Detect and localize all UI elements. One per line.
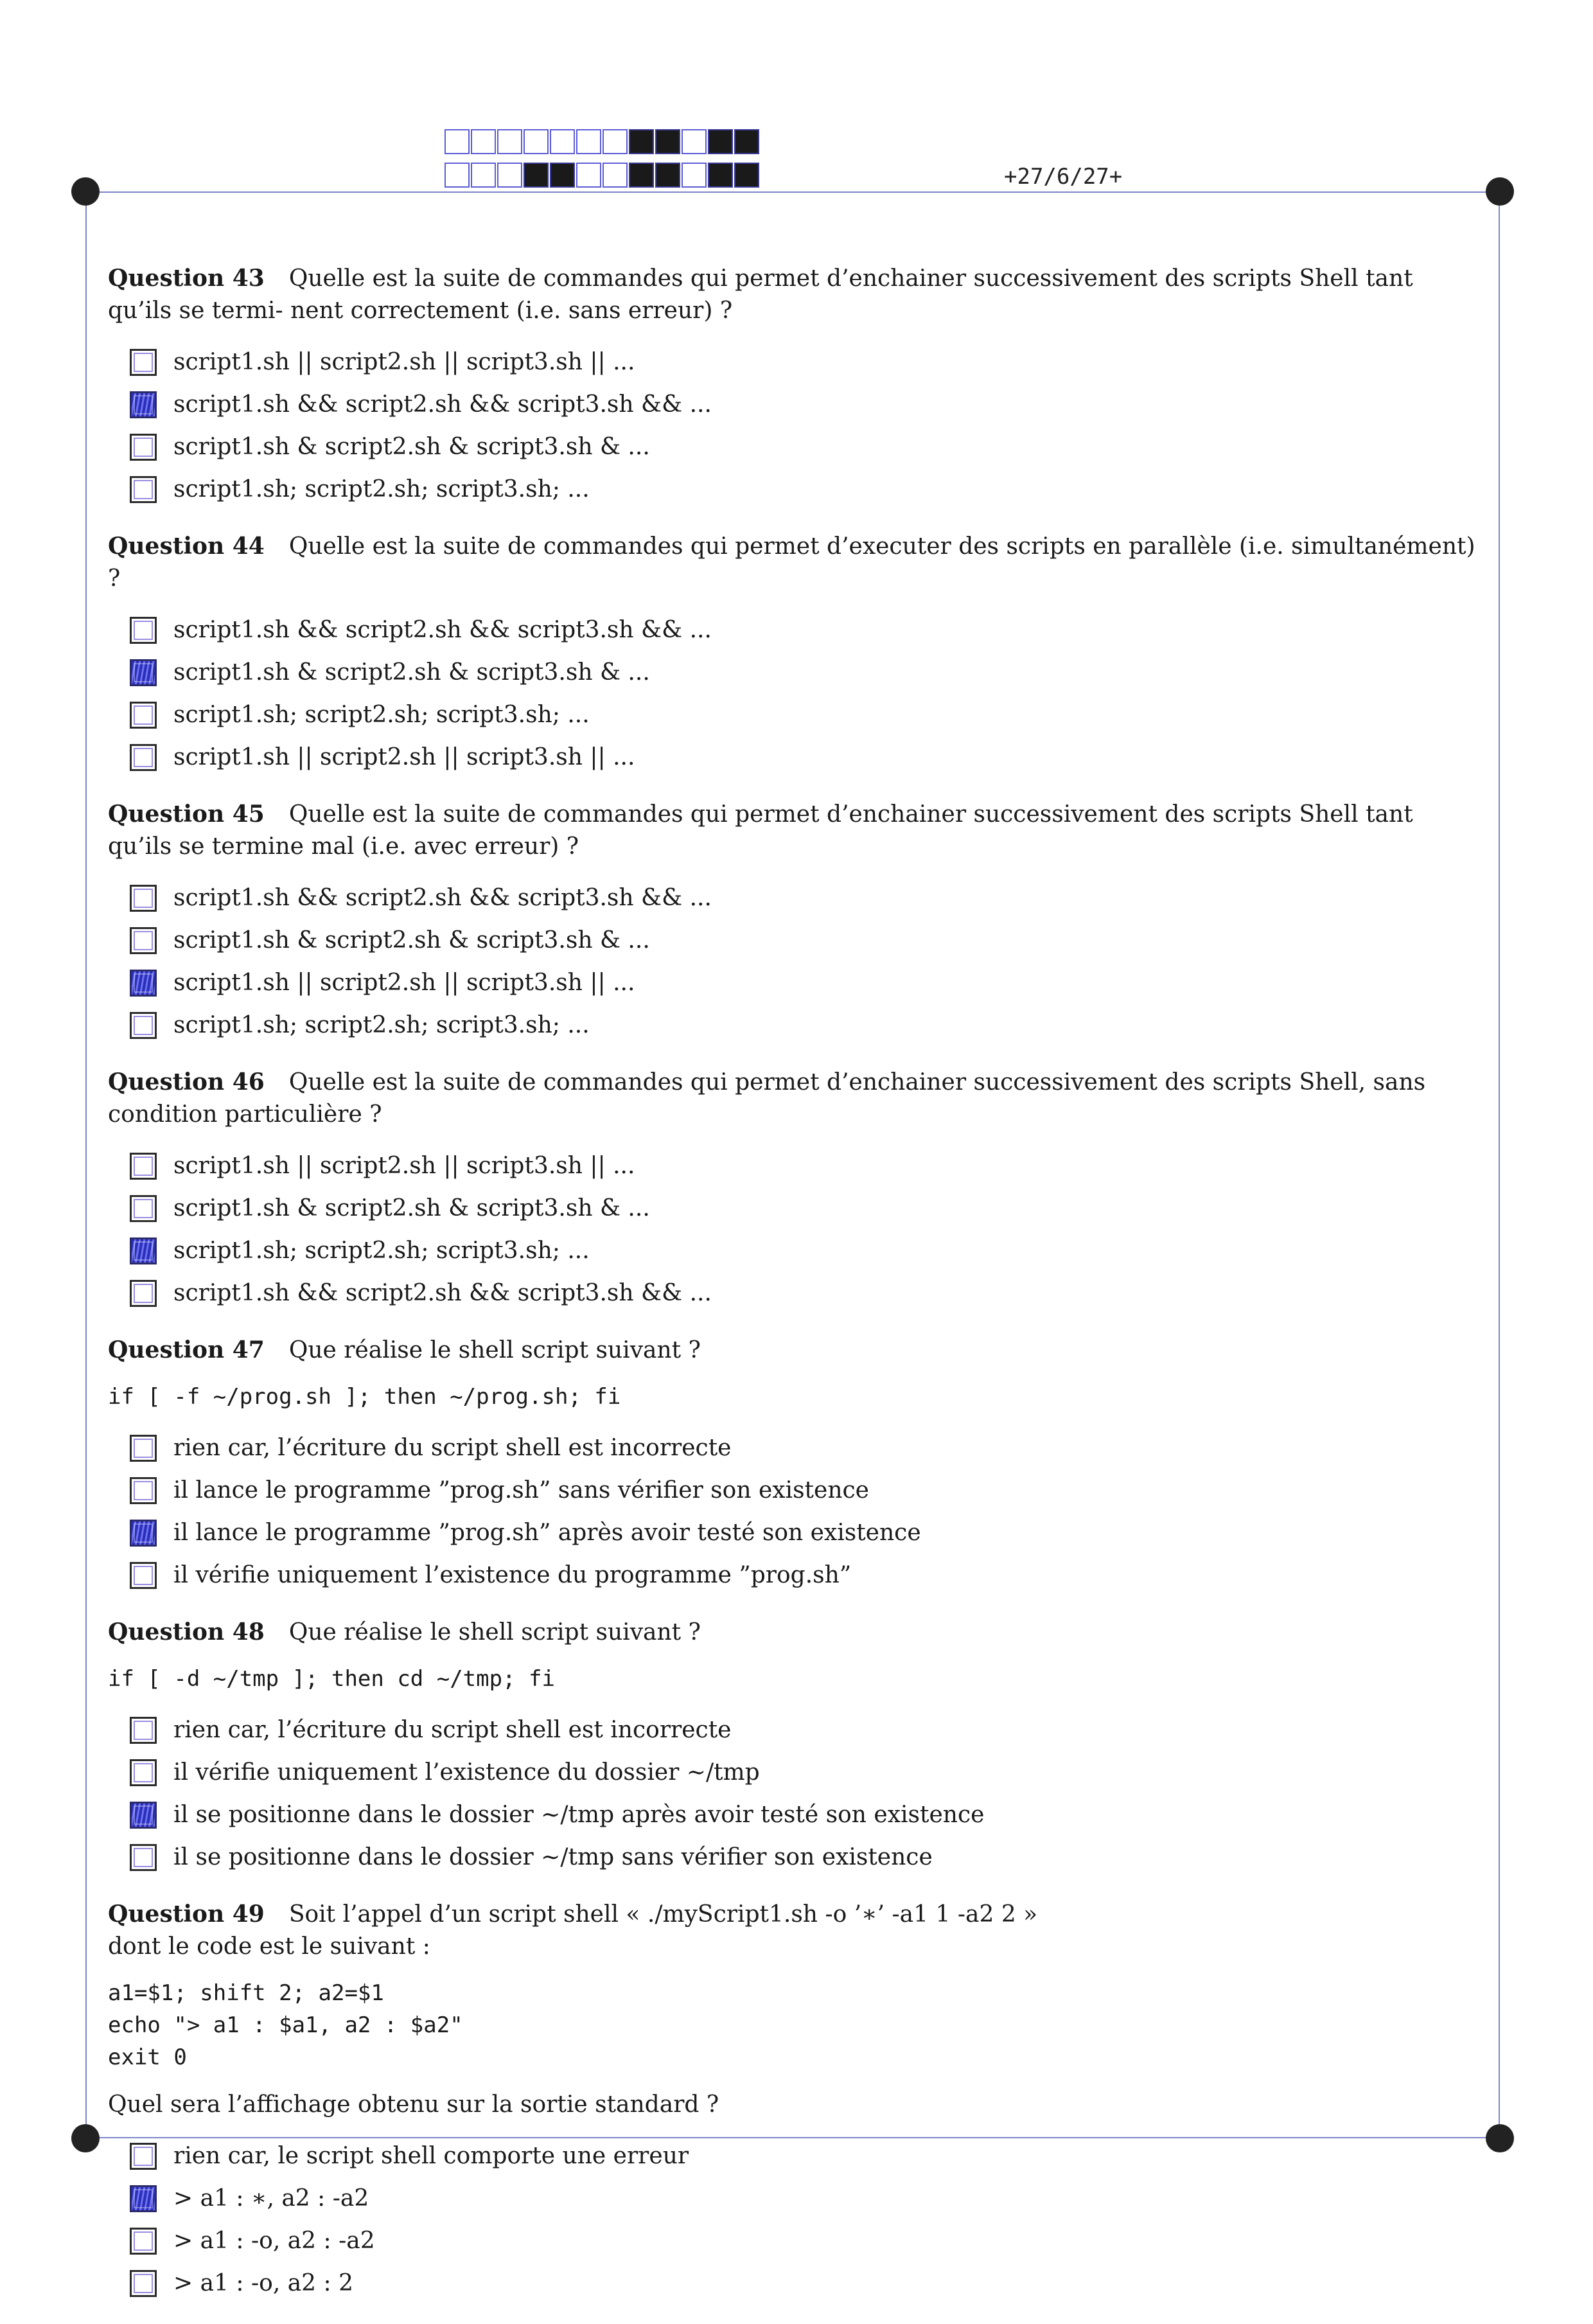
checkbox-icon[interactable] <box>130 970 157 997</box>
answer-option[interactable] <box>130 883 823 913</box>
id-grid-cell <box>682 163 707 188</box>
option-label: script1.sh || script2.sh || script3.sh || ... <box>173 970 635 996</box>
checkbox-icon[interactable] <box>130 927 157 954</box>
question-text: Quelle est la suite de commandes qui permet d’executer des scripts en parallèle (i.e. simultanément) ? <box>108 533 1475 592</box>
option-label: il se positionne dans le dossier ∼/tmp sans vérifier son existence <box>173 1844 933 1870</box>
student-id-grid <box>444 129 761 196</box>
answer-option[interactable] <box>130 2226 1476 2256</box>
answer-option[interactable] <box>130 1476 1476 1505</box>
option-label: script1.sh && script2.sh && script3.sh && ... <box>173 885 712 911</box>
option-label: il se positionne dans le dossier ∼/tmp après avoir testé son existence <box>173 1802 985 1828</box>
id-grid-cell <box>524 129 549 154</box>
code-snippet: if [ -f ~/prog.sh ]; then ~/prog.sh; fi <box>108 1384 621 1410</box>
option-label: script1.sh; script2.sh; script3.sh; ... <box>173 1012 590 1038</box>
id-grid-cell <box>576 129 601 154</box>
question-44 <box>108 530 1476 772</box>
answer-option[interactable] <box>130 2142 1476 2171</box>
question-label: Question 43 <box>108 265 265 292</box>
question-43 <box>108 262 1476 504</box>
question-45 <box>108 798 1476 1040</box>
question-text: Que réalise le shell script suivant ? <box>288 1337 701 1363</box>
option-label: rien car, l’écriture du script shell est incorrecte <box>173 1717 732 1743</box>
option-label: script1.sh || script2.sh || script3.sh || ... <box>173 1153 635 1179</box>
question-prompt: Quel sera l’affichage obtenu sur la sortie standard ? <box>108 2091 719 2118</box>
answer-option[interactable] <box>130 616 823 645</box>
answer-option[interactable] <box>130 658 823 687</box>
option-label: script1.sh; script2.sh; script3.sh; ... <box>173 702 590 728</box>
answer-options <box>130 2142 1476 2298</box>
answer-option[interactable] <box>130 1433 1476 1463</box>
question-49 <box>108 1898 1476 2298</box>
id-grid-cell <box>497 129 522 154</box>
checkbox-icon[interactable] <box>130 1844 157 1871</box>
answer-option[interactable] <box>130 1758 1476 1787</box>
answer-option[interactable] <box>130 432 823 462</box>
answer-options <box>130 348 1476 504</box>
id-grid-cell <box>524 163 549 188</box>
checkbox-icon[interactable] <box>130 349 157 376</box>
answer-option[interactable] <box>130 1716 1476 1745</box>
id-grid-cell <box>682 129 707 154</box>
checkbox-icon[interactable] <box>130 434 157 461</box>
question-46 <box>108 1066 1476 1308</box>
option-label: script1.sh || script2.sh || script3.sh || ... <box>173 744 635 770</box>
option-label: script1.sh && script2.sh && script3.sh && ... <box>173 1280 712 1306</box>
id-grid-row <box>444 163 761 189</box>
id-grid-cell <box>550 163 575 188</box>
checkbox-icon[interactable] <box>130 1562 157 1589</box>
checkbox-icon[interactable] <box>130 2228 157 2255</box>
checkbox-icon[interactable] <box>130 885 157 912</box>
id-grid-cell <box>734 129 759 154</box>
option-label: il lance le programme ”prog.sh” sans vérifier son existence <box>173 1477 869 1504</box>
question-text-continued: dont le code est le suivant : <box>108 1933 430 1960</box>
answer-option[interactable] <box>130 926 823 955</box>
option-label: script1.sh || script2.sh || script3.sh || ... <box>173 349 635 375</box>
question-text: Soit l’appel d’un script shell « ./myScript1.sh -o ’∗’ -a1 1 -a2 2 » <box>288 1901 1038 1928</box>
option-label: > a1 : -o, a2 : -a2 <box>173 2228 375 2254</box>
question-text: Que réalise le shell script suivant ? <box>288 1619 701 1645</box>
answer-option[interactable] <box>130 1279 823 1308</box>
id-grid-cell <box>603 163 628 188</box>
answer-option[interactable] <box>130 2184 1476 2213</box>
checkbox-icon[interactable] <box>130 1012 157 1039</box>
option-label: script1.sh && script2.sh && script3.sh && ... <box>173 391 712 418</box>
question-text: Quelle est la suite de commandes qui permet d’enchainer successivement des scripts Shell tant qu’ils se termi- nent correctement (i.e. sans erreur) ? <box>108 265 1413 324</box>
checkbox-icon[interactable] <box>130 1717 157 1744</box>
question-label: Question 49 <box>108 1901 265 1928</box>
id-grid-cell <box>629 163 654 188</box>
code-snippet: if [ -d ~/tmp ]; then cd ~/tmp; fi <box>108 1666 555 1692</box>
answer-option[interactable] <box>130 1800 1476 1830</box>
checkbox-icon[interactable] <box>130 391 157 418</box>
id-grid-cell <box>444 163 470 188</box>
answer-option[interactable] <box>130 475 823 504</box>
answer-options <box>130 1151 1476 1308</box>
id-grid-cell <box>576 163 601 188</box>
answer-options <box>130 883 1476 1040</box>
questions-area <box>108 262 1476 2324</box>
answer-option[interactable] <box>130 348 823 377</box>
corner-mark-bottom-left <box>71 2124 100 2152</box>
answer-option[interactable] <box>130 2269 1476 2298</box>
checkbox-icon[interactable] <box>130 1153 157 1180</box>
answer-option[interactable] <box>130 1236 823 1266</box>
answer-option[interactable] <box>130 1518 1476 1548</box>
checkbox-icon[interactable] <box>130 1237 157 1264</box>
checkbox-icon[interactable] <box>130 1195 157 1222</box>
checkbox-icon[interactable] <box>130 1280 157 1307</box>
answer-option[interactable] <box>130 1843 1476 1872</box>
option-label: il vérifie uniquement l’existence du dossier ∼/tmp <box>173 1759 760 1786</box>
checkbox-icon[interactable] <box>130 1435 157 1462</box>
checkbox-icon[interactable] <box>130 2185 157 2212</box>
option-label: il vérifie uniquement l’existence du programme ”prog.sh” <box>173 1562 852 1588</box>
question-label: Question 48 <box>108 1619 265 1645</box>
id-grid-cell <box>708 129 733 154</box>
checkbox-icon[interactable] <box>130 476 157 503</box>
id-grid-cell <box>734 163 759 188</box>
checkbox-icon[interactable] <box>130 744 157 771</box>
option-label: rien car, l’écriture du script shell est incorrecte <box>173 1435 732 1461</box>
id-grid-cell <box>655 163 680 188</box>
id-grid-cell <box>471 163 496 188</box>
checkbox-icon[interactable] <box>130 617 157 644</box>
id-grid-cell <box>444 129 470 154</box>
page-id: +27/6/27+ <box>1004 164 1123 190</box>
answer-options <box>130 1433 1476 1590</box>
checkbox-icon[interactable] <box>130 1520 157 1547</box>
answer-option[interactable] <box>130 1561 1476 1590</box>
id-grid-cell <box>550 129 575 154</box>
answer-option[interactable] <box>130 968 823 998</box>
option-label: script1.sh; script2.sh; script3.sh; ... <box>173 1237 590 1264</box>
option-label: script1.sh & script2.sh & script3.sh & ... <box>173 927 650 954</box>
checkbox-icon[interactable] <box>130 659 157 686</box>
answer-options <box>130 616 1476 772</box>
checkbox-icon[interactable] <box>130 1759 157 1786</box>
option-label: il lance le programme ”prog.sh” après avoir testé son existence <box>173 1520 921 1546</box>
option-label: rien car, le script shell comporte une erreur <box>173 2143 689 2169</box>
answer-option[interactable] <box>130 743 823 772</box>
id-grid-cell <box>708 163 733 188</box>
id-grid-cell <box>655 129 680 154</box>
corner-mark-top-right <box>1486 177 1514 206</box>
question-text: Quelle est la suite de commandes qui permet d’enchainer successivement des scripts Shell tant qu’ils se termine mal (i.e. avec erreur) ? <box>108 801 1413 860</box>
question-label: Question 46 <box>108 1069 265 1095</box>
checkbox-icon[interactable] <box>130 702 157 729</box>
id-grid-cell <box>471 129 496 154</box>
id-grid-cell <box>629 129 654 154</box>
checkbox-icon[interactable] <box>130 1802 157 1829</box>
code-snippet: a1=$1; shift 2; a2=$1 echo "> a1 : $a1, a2 : $a2" exit 0 <box>108 1980 463 2070</box>
option-label: script1.sh & script2.sh & script3.sh & ... <box>173 434 650 460</box>
answer-option[interactable] <box>130 1151 823 1181</box>
option-label: script1.sh & script2.sh & script3.sh & ... <box>173 1195 650 1221</box>
answer-options <box>130 1716 1476 1872</box>
id-grid-row <box>444 129 761 155</box>
question-label: Question 45 <box>108 801 265 828</box>
id-grid-cell <box>497 163 522 188</box>
answer-option[interactable] <box>130 390 823 420</box>
question-48 <box>108 1616 1476 1872</box>
checkbox-icon[interactable] <box>130 2270 157 2297</box>
question-47 <box>108 1334 1476 1590</box>
corner-mark-bottom-right <box>1486 2124 1514 2152</box>
option-label: script1.sh && script2.sh && script3.sh && ... <box>173 617 712 643</box>
answer-option[interactable] <box>130 1011 823 1040</box>
answer-option[interactable] <box>130 700 823 730</box>
answer-option[interactable] <box>130 1194 823 1223</box>
question-label: Question 47 <box>108 1336 265 1363</box>
question-text: Quelle est la suite de commandes qui permet d’enchainer successivement des scripts Shell, sans condition particulière ? <box>108 1069 1426 1128</box>
checkbox-icon[interactable] <box>130 2143 157 2170</box>
corner-mark-top-left <box>71 177 100 206</box>
option-label: > a1 : ∗, a2 : -a2 <box>173 2185 369 2212</box>
option-label: script1.sh; script2.sh; script3.sh; ... <box>173 476 590 502</box>
option-label: > a1 : -o, a2 : 2 <box>173 2270 354 2296</box>
option-label: script1.sh & script2.sh & script3.sh & ... <box>173 659 650 686</box>
checkbox-icon[interactable] <box>130 1477 157 1504</box>
id-grid-cell <box>603 129 628 154</box>
question-label: Question 44 <box>108 533 265 560</box>
